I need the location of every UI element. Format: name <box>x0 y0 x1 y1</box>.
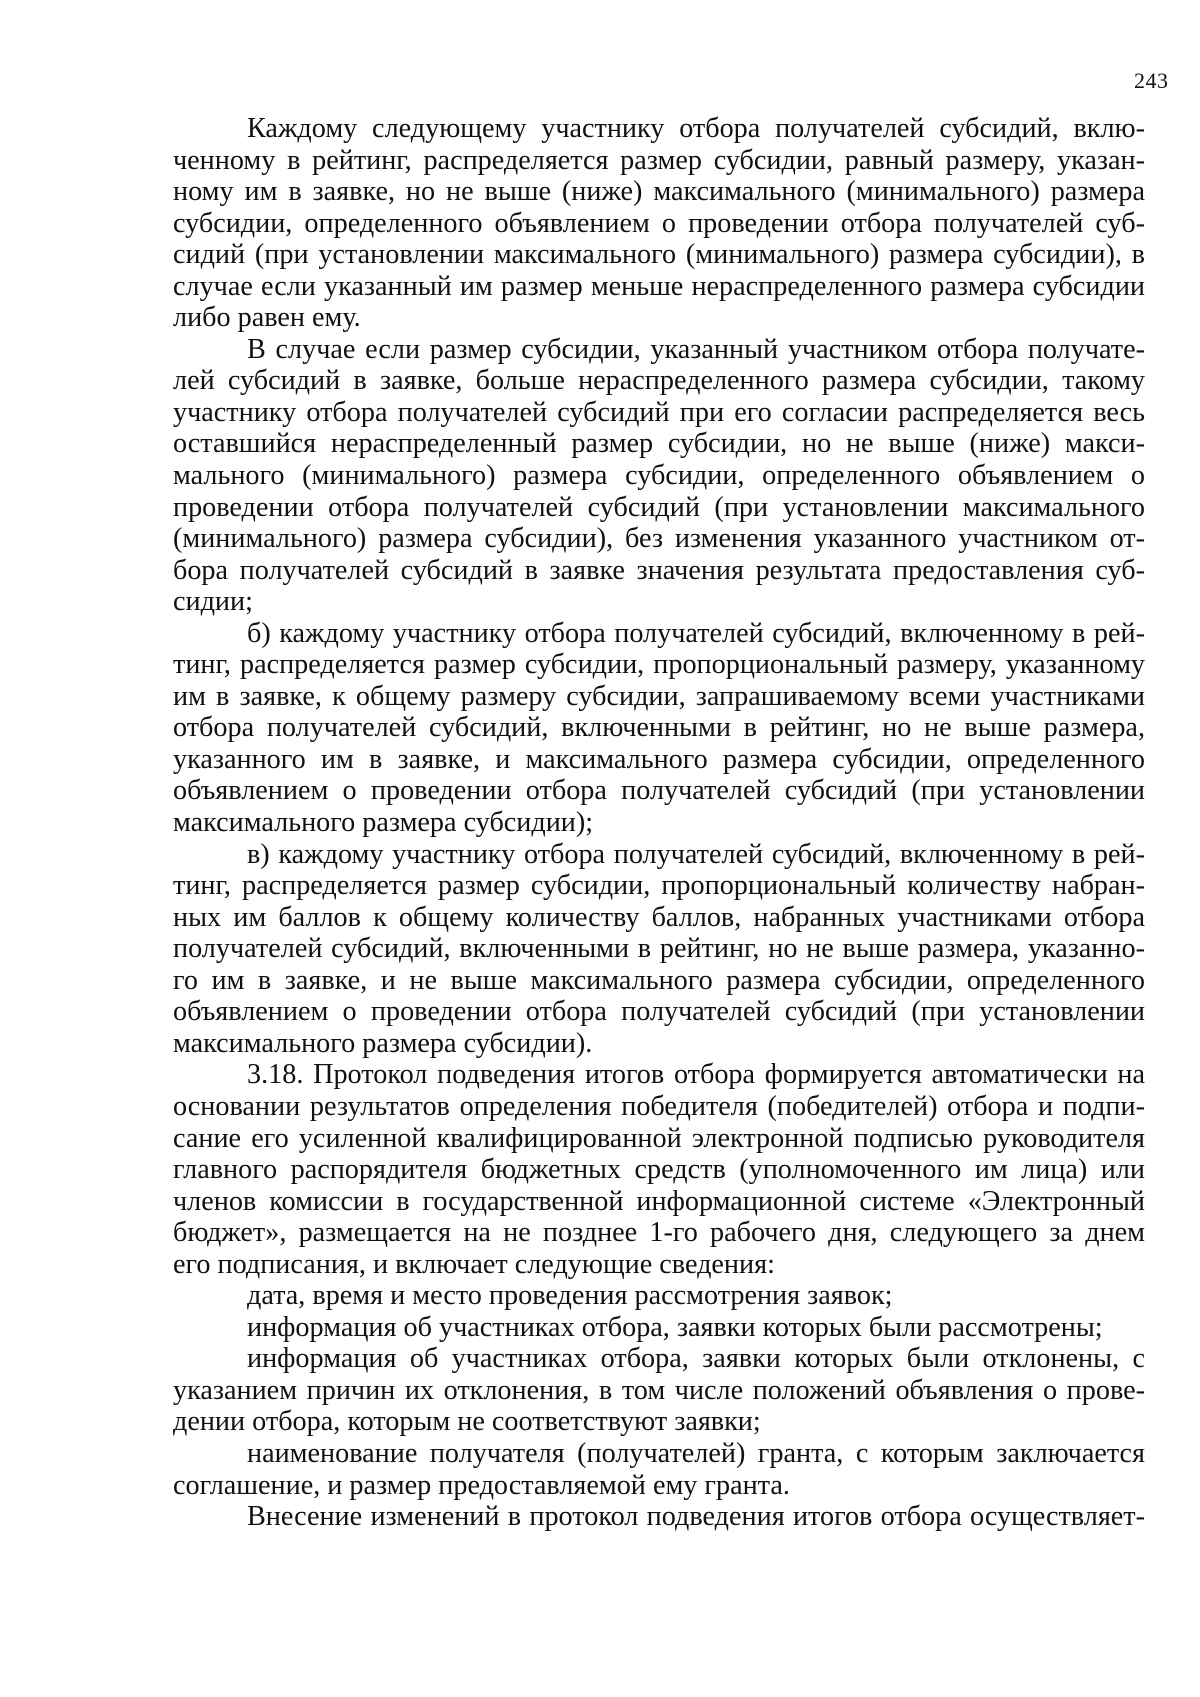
text-line: главного распорядителя бюджетных средств (уполномоченного им лица) или <box>173 1154 1145 1186</box>
text-line: отбора получателей субсидий, включенными в рейтинг, но не выше размера, <box>173 712 1145 744</box>
text-line: ченному в рейтинг, распределяется размер субсидии, равный размеру, указан- <box>173 144 1145 176</box>
text-line: участнику отбора получателей субсидий при его согласии распределяется весь <box>173 396 1145 428</box>
text-line: дата, время и место проведения рассмотрения заявок; <box>247 1280 893 1312</box>
text-line: дении отбора, которым не соответствуют заявки; <box>173 1406 761 1438</box>
text-line: получателей субсидий, включенными в рейтинг, но не выше размера, указанно- <box>173 933 1145 965</box>
text-line: тинг, распределяется размер субсидии, пропорциональный количеству набран- <box>173 870 1145 902</box>
text-line: его подписания, и включает следующие сведения: <box>173 1248 775 1280</box>
text-line: либо равен ему. <box>173 302 361 334</box>
text-line: го им в заявке, и не выше максимального размера субсидии, определенного <box>173 964 1145 996</box>
text-line: сание его усиленной квалифицированной электронной подписью руководителя <box>173 1122 1145 1154</box>
text-line: наименование получателя (получателей) гранта, с которым заключается <box>247 1437 1145 1469</box>
text-line: ному им в заявке, но не выше (ниже) максимального (минимального) размера <box>173 176 1145 208</box>
text-line: В случае если размер субсидии, указанный участником отбора получате- <box>247 333 1145 365</box>
text-line: членов комиссии в государственной информационной системе «Электронный <box>173 1185 1145 1217</box>
text-line: оставшийся нераспределенный размер субсидии, но не выше (ниже) макси- <box>173 428 1145 460</box>
text-line: максимального размера субсидии); <box>173 807 594 839</box>
text-line: Внесение изменений в протокол подведения итогов отбора осуществляет- <box>247 1501 1145 1533</box>
text-line: (минимального) размера субсидии), без изменения указанного участником от- <box>173 523 1145 555</box>
text-line: мального (минимального) размера субсидии, определенного объявлением о <box>173 460 1145 492</box>
body-text <box>173 113 1145 1533</box>
text-line: б) каждому участнику отбора получателей субсидий, включенному в рей- <box>247 617 1145 649</box>
text-line: сидий (при установлении максимального (минимального) размера субсидии), в <box>173 239 1145 271</box>
text-line: лей субсидий в заявке, больше нераспределенного размера субсидии, такому <box>173 365 1145 397</box>
text-line: указанием причин их отклонения, в том числе положений объявления о прове- <box>173 1374 1145 1406</box>
text-line: основании результатов определения победителя (победителей) отбора и подпи- <box>173 1090 1145 1122</box>
text-line: случае если указанный им размер меньше нераспределенного размера субсидии <box>173 270 1145 302</box>
text-line: информация об участниках отбора, заявки которых были отклонены, с <box>247 1343 1145 1375</box>
text-line: бора получателей субсидий в заявке значения результата предоставления суб- <box>173 554 1145 586</box>
text-line: информация об участниках отбора, заявки которых были рассмотрены; <box>247 1311 1103 1343</box>
text-line: объявлением о проведении отбора получателей субсидий (при установлении <box>173 775 1145 807</box>
text-line: ных им баллов к общему количеству баллов, набранных участниками отбора <box>173 901 1145 933</box>
text-line: сидии; <box>173 586 253 618</box>
text-line: им в заявке, к общему размеру субсидии, запрашиваемому всеми участниками <box>173 680 1145 712</box>
text-line: субсидии, определенного объявлением о проведении отбора получателей суб- <box>173 207 1145 239</box>
text-line: соглашение, и размер предоставляемой ему гранта. <box>173 1469 790 1501</box>
text-line: максимального размера субсидии). <box>173 1027 593 1059</box>
text-line: бюджет», размещается на не позднее 1-го рабочего дня, следующего за днем <box>173 1217 1145 1249</box>
text-line: объявлением о проведении отбора получателей субсидий (при установлении <box>173 996 1145 1028</box>
text-line: указанного им в заявке, и максимального размера субсидии, определенного <box>173 743 1145 775</box>
text-line: тинг, распределяется размер субсидии, пропорциональный размеру, указанному <box>173 649 1145 681</box>
text-line: в) каждому участнику отбора получателей субсидий, включенному в рей- <box>247 838 1145 870</box>
text-line: 3.18. Протокол подведения итогов отбора формируется автоматически на <box>247 1059 1145 1091</box>
page-number: 243 <box>1134 68 1169 93</box>
text-line: проведении отбора получателей субсидий (при установлении максимального <box>173 491 1145 523</box>
text-line: Каждому следующему участнику отбора получателей субсидий, вклю- <box>247 113 1145 144</box>
